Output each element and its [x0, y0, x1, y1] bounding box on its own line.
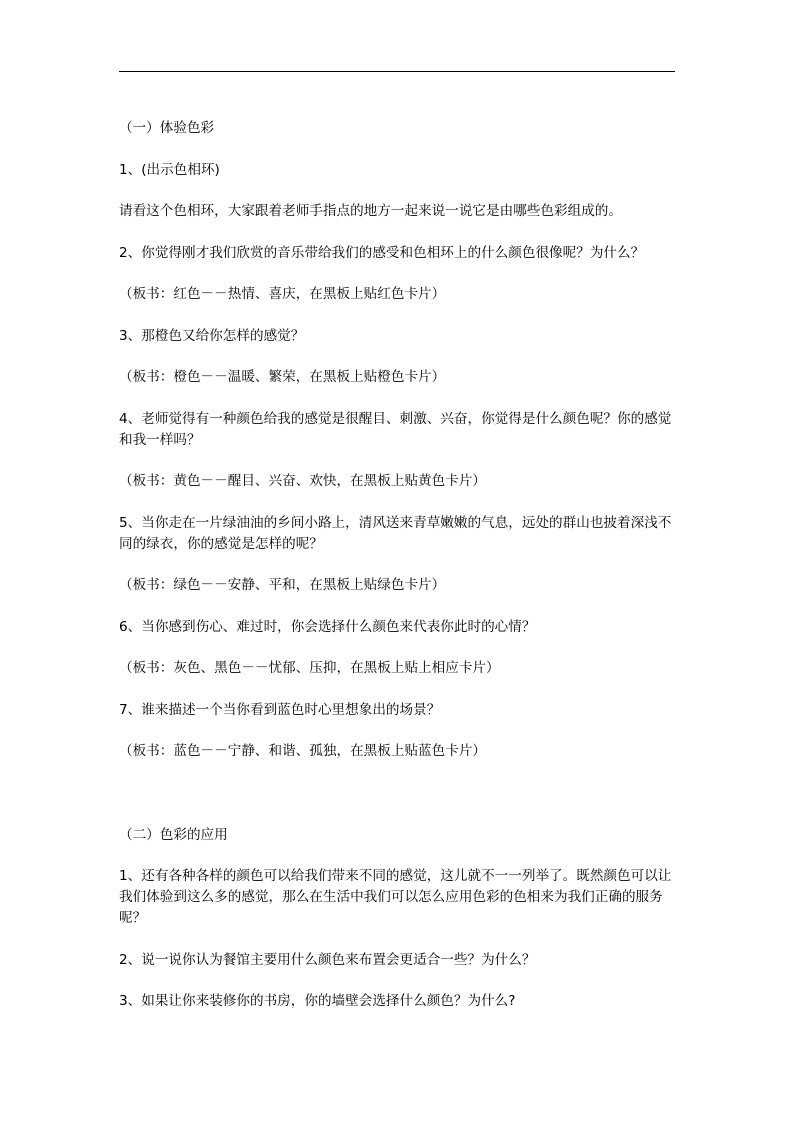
- paragraph: 3、那橙色又给你怎样的感觉？: [119, 327, 305, 344]
- paragraph: 6、当你感到伤心、难过时，你会选择什么颜色来代表你此时的心情？: [119, 618, 536, 635]
- blackboard-note: （板书：红色－－热情、喜庆，在黑板上贴红色卡片）: [119, 286, 446, 302]
- paragraph: 2、你觉得刚才我们欣赏的音乐带给我们的感受和色相环上的什么颜色很像呢？为什么？: [119, 244, 645, 261]
- blackboard-note: （板书：绿色－－安静、平和，在黑板上贴绿色卡片）: [119, 577, 446, 593]
- paragraph: 1、还有各种各样的颜色可以给我们带来不同的感觉，这儿就不一一列举了。既然颜色可以让我们体验到这么多的感觉，那么在生活中我们可以怎么应用色彩的色相来为我们正确的服务呢？: [119, 868, 672, 926]
- header-rule: [119, 71, 675, 72]
- section-heading-experience: （一）体验色彩: [119, 120, 215, 136]
- paragraph: 请看这个色相环，大家跟着老师手指点的地方一起来说一说它是由哪些色彩组成的。: [119, 203, 622, 219]
- document-body: [119, 118, 675, 1033]
- blackboard-note: （板书：橙色－－温暖、繁荣，在黑板上贴橙色卡片）: [119, 369, 446, 385]
- paragraph: 5、当你走在一片绿油油的乡间小路上，清风送来青草嫩嫩的气息，远处的群山也披着深浅不同的绿衣，你的感觉是怎样的呢？: [119, 514, 672, 552]
- blackboard-note: （板书：蓝色－－宁静、和谐、孤独，在黑板上贴蓝色卡片）: [119, 743, 487, 759]
- paragraph: 3、如果让你来装修你的书房，你的墙壁会选择什么颜色？为什么?: [119, 993, 516, 1009]
- section-spacer: [119, 783, 675, 825]
- blackboard-note: （板书：黄色－－醒目、兴奋、欢快，在黑板上贴黄色卡片）: [119, 473, 487, 489]
- section-heading-application: （二）色彩的应用: [119, 826, 228, 843]
- paragraph: 1、(出示色相环): [119, 161, 220, 178]
- paragraph: 2、说一说你认为餐馆主要用什么颜色来布置会更适合一些？为什么？: [119, 951, 536, 968]
- paragraph: 7、谁来描述一个当你看到蓝色时心里想象出的场景？: [119, 701, 441, 718]
- blackboard-note: （板书：灰色、黑色－－忧郁、压抑，在黑板上贴上相应卡片）: [119, 660, 500, 676]
- paragraph: 4、老师觉得有一种颜色给我的感觉是很醒目、刺激、兴奋，你觉得是什么颜色呢？你的感觉和我一样吗？: [119, 410, 672, 448]
